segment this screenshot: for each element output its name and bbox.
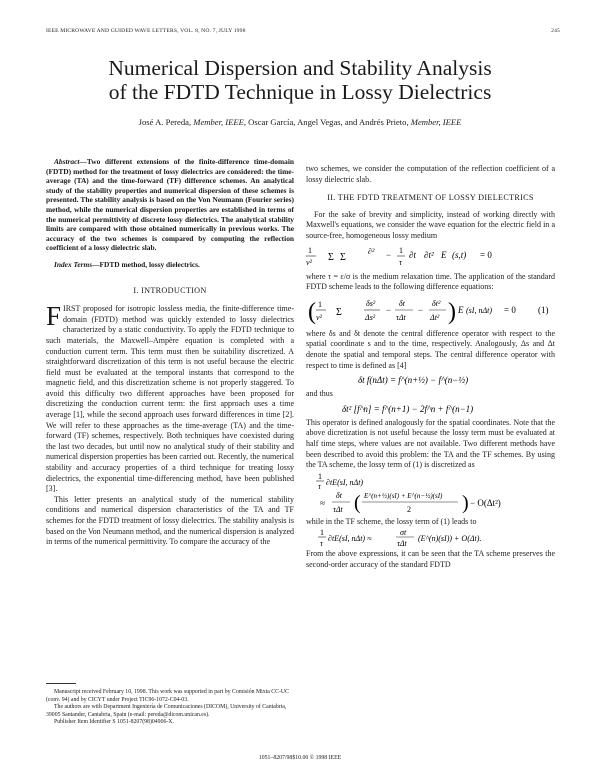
svg-text:δt² [f^n] = f^(n+1) − 2f^n + f: δt² [f^n] = f^(n+1) − 2f^n + f^(n−1)	[342, 403, 474, 414]
svg-text:−: −	[418, 304, 424, 315]
equation-number: (1)	[538, 304, 549, 315]
svg-text:(sI, nΔt): (sI, nΔt)	[466, 305, 493, 315]
svg-text:∂²: ∂²	[368, 246, 375, 256]
svg-text:E: E	[441, 249, 447, 260]
svg-text:1: 1	[320, 528, 324, 538]
svg-text:τ: τ	[320, 539, 323, 549]
footnote-rule	[46, 683, 76, 684]
section-2-paragraph-6: From the above expressions, it can be seen that the TA scheme preserves the second-order accuracy of the standard FDTD	[306, 549, 555, 569]
svg-text:E^(n+½)(sI) + E^(n−½)(sI): E^(n+½)(sI) + E^(n−½)(sI)	[364, 491, 443, 500]
tf-scheme-equation	[306, 527, 555, 549]
svg-text:τΔt: τΔt	[397, 539, 407, 549]
svg-text:Δs²: Δs²	[365, 312, 376, 322]
right-column	[306, 164, 555, 570]
svg-text:2: 2	[407, 504, 411, 514]
footnote-2: The authors are with Department Ingeniería de Comunicaciones (DICOM), University of Cantabria, 39005 Santander, Cantabria, Spain (e-mail: pereda@dicom.unican.es).	[46, 704, 287, 718]
svg-text:δs²: δs²	[366, 298, 376, 308]
svg-text:δt f(nΔt) = f^(n+½) − f^(n−½): δt f(nΔt) = f^(n+½) − f^(n−½)	[358, 375, 469, 386]
central-difference-graphic	[306, 371, 555, 389]
svg-text:1: 1	[308, 245, 312, 255]
footnote-3: Publisher Item Identifier S 1051-8207(98)04906-X.	[54, 719, 174, 726]
svg-text:): )	[462, 491, 469, 514]
membership-1: Member, IEEE	[193, 117, 244, 127]
section-1-heading: I. INTRODUCTION	[133, 285, 207, 295]
abstract-text: Two different extensions of the finite-difference time-domain (FDTD) method for the treatment of lossy dielectrics are considered: the time-average (TA) and the time-forward (TF) difference schemes. An analytical study of the stability properties and numerical dispersion of these schemes is presented. The stability analysis is based on the Von Neumann (Fourier series) method, while the numerical dispersion properties are established in terms of the numerical permittivity of discrete lossy dielectrics. The analytical stability limits are compared with those obtained numerically in previous works. The accuracy of the two schemes is compared by computing the reflection coefficient of a lossy dielectric slab.	[46, 157, 294, 253]
svg-text:τΔt: τΔt	[396, 312, 406, 322]
footnote-1: Manuscript received February 10, 1998. This work was supported in part by Comisión Mixta CC-UC (conv. 94) and by CICYT under Project TIC96-1072-C04-03.	[46, 689, 289, 703]
svg-text:(: (	[354, 491, 361, 514]
svg-text:(E^(n)(sI)) + O(Δt).: (E^(n)(sI)) + O(Δt).	[418, 534, 482, 544]
intro-paragraph-2: This letter presents an analytical study of the numerical stability conditions and numerical dispersion characteristics of the TA and TF schemes for the FDTD treatment of lossy dielectrics. The stability analysis is based on the Von Neumann method, and the numerical dispersion is analyzed in terms of the numerical permittivity. To compare the accuracy of the	[46, 494, 294, 547]
author-line	[0, 117, 600, 127]
and-thus: and thus	[306, 389, 333, 399]
second-difference-graphic	[306, 400, 555, 418]
svg-text:1: 1	[318, 471, 322, 481]
section-2-paragraph-3: where δs and δt denote the central difference operator with respect to the spatial coordinate s and to the time, respectively. Analogously, Δs and Δt denote the spatial and temporal steps. The central difference operator with respect to time is defined as [4]	[306, 328, 555, 370]
svg-text:−: −	[386, 249, 392, 260]
svg-text:v²: v²	[306, 257, 312, 267]
svg-text:δt: δt	[336, 490, 342, 500]
index-terms-label: Index Terms	[54, 259, 93, 269]
page-number: 245	[551, 28, 560, 34]
running-header: IEEE MICROWAVE AND GUIDED WAVE LETTERS, VOL. 8, NO. 7, JULY 1998	[46, 28, 246, 34]
svg-text:= 0: = 0	[504, 304, 516, 315]
svg-text:∂tE(sI, nΔt) ≈: ∂tE(sI, nΔt) ≈	[328, 534, 372, 544]
svg-text:Σ: Σ	[328, 251, 334, 263]
index-terms	[46, 260, 294, 270]
svg-text:τ: τ	[318, 481, 321, 491]
intro-paragraph-1	[46, 301, 294, 495]
svg-text:E: E	[458, 304, 464, 315]
central-difference-definition	[306, 371, 555, 389]
index-terms-text: —FDTD method, lossy dielectrics.	[92, 259, 200, 269]
svg-text:v²: v²	[316, 312, 322, 322]
continued-paragraph: two schemes, we consider the computation of the reflection coefficient of a lossy dielectric slab.	[306, 164, 555, 184]
svg-text:δt²: δt²	[432, 298, 441, 308]
ta-scheme-equation	[306, 471, 555, 517]
title-line-1: Numerical Dispersion and Stability Analysis	[108, 56, 492, 80]
left-column	[46, 157, 294, 548]
svg-text:≈: ≈	[320, 497, 325, 508]
svg-text:∂tE(sI, nΔt): ∂tE(sI, nΔt)	[326, 477, 364, 487]
svg-text:δt: δt	[399, 298, 405, 308]
svg-text:Σ: Σ	[340, 251, 346, 263]
tf-scheme-graphic	[306, 527, 555, 549]
svg-text:∂t²: ∂t²	[424, 249, 434, 260]
section-2-paragraph-2: where τ = ε/σ is the medium relaxation time. The application of the standard FDTD scheme leads to the following difference equations:	[306, 271, 555, 292]
drop-cap: F	[46, 301, 62, 332]
svg-text:= 0: = 0	[480, 249, 492, 260]
paper-title	[0, 56, 600, 104]
svg-text:Σ: Σ	[336, 306, 342, 318]
second-difference-definition	[306, 400, 555, 418]
svg-text:−: −	[386, 304, 392, 315]
page-footer: 1051–8207/98$10.00 © 1998 IEEE	[258, 755, 342, 761]
svg-text:Δt²: Δt²	[430, 312, 440, 322]
section-2-paragraph-5: while in the TF scheme, the lossy term of (1) leads to	[306, 516, 477, 526]
svg-text:(s,t): (s,t)	[452, 249, 467, 260]
svg-text:− O(Δt²): − O(Δt²)	[470, 497, 501, 508]
abstract-label: Abstract—	[54, 157, 87, 166]
footnotes	[46, 689, 294, 727]
wave-equation-graphic	[306, 242, 555, 272]
author-1: José A. Pereda,	[138, 117, 192, 127]
svg-text:τ: τ	[399, 257, 402, 267]
ta-scheme-graphic	[306, 471, 555, 517]
author-others: , Oscar García, Angel Vegas, and Andrés Prieto,	[243, 117, 409, 127]
svg-text:1: 1	[318, 299, 322, 309]
svg-text:σt: σt	[400, 528, 407, 538]
intro-p1-text: IRST proposed for isotropic lossless media, the finite-difference time-domain (FDTD) method was quickly extended to lossy dielectrics characterized by a static conductivity. To apply the FDTD technique to such materials, the Maxwell–Ampère equation is completed with a conduction current term. This term must then be suitability discretized. A straightforward discretization of this term is not useful because the electric field must be evaluated at the temporal instants that correspond to the magnetic field, and this discretization scheme is not properly staggered. To avoid this difficulty two different approaches have been proposed for discretizing the conduction current term: the first approach uses a time average [1], while the second approach uses forward differences in time [2]. We will refer to these approaches as the time-average (TA) and the time-forward (TF) schemes, respectively. Both techniques have coexisted during the last two decades, but until now no analytical study of their stability and numerical dispersion properties has been carried out. Recently, the numerical stability and accuracy properties of a third technique for treating lossy dielectrics, the exponential time-differencing method, have been published [3].	[46, 304, 294, 494]
wave-equation	[306, 242, 555, 272]
difference-equation-graphic	[306, 293, 555, 329]
title-line-2: of the FDTD Technique in Lossy Dielectrics	[108, 80, 492, 104]
svg-text:∂t: ∂t	[409, 249, 416, 260]
svg-text:): )	[448, 298, 456, 325]
abstract	[46, 157, 294, 253]
svg-text:τΔt: τΔt	[333, 504, 343, 514]
difference-equation	[306, 293, 555, 329]
section-2-heading: II. THE FDTD TREATMENT OF LOSSY DIELECTRICS	[327, 193, 534, 203]
svg-text:(: (	[308, 298, 316, 325]
section-2-paragraph-4: This operator is defined analogously for the spatial coordinates. Note that the above dicretization is not useful because the lossy term must be evaluated at half time steps, where values are not available. Two different methods have been described to avoid this problem: the TA and the TF schemes. By using the TA scheme, the lossy term of (1) is discretized as	[306, 417, 555, 470]
section-2-paragraph-1: For the sake of brevity and simplicity, instead of working directly with Maxwell's equations, we consider the wave equation for the electric field in a source-free, homogeneous lossy medium	[306, 209, 555, 240]
svg-text:1: 1	[399, 245, 403, 255]
membership-2: Member, IEEE	[410, 117, 462, 127]
